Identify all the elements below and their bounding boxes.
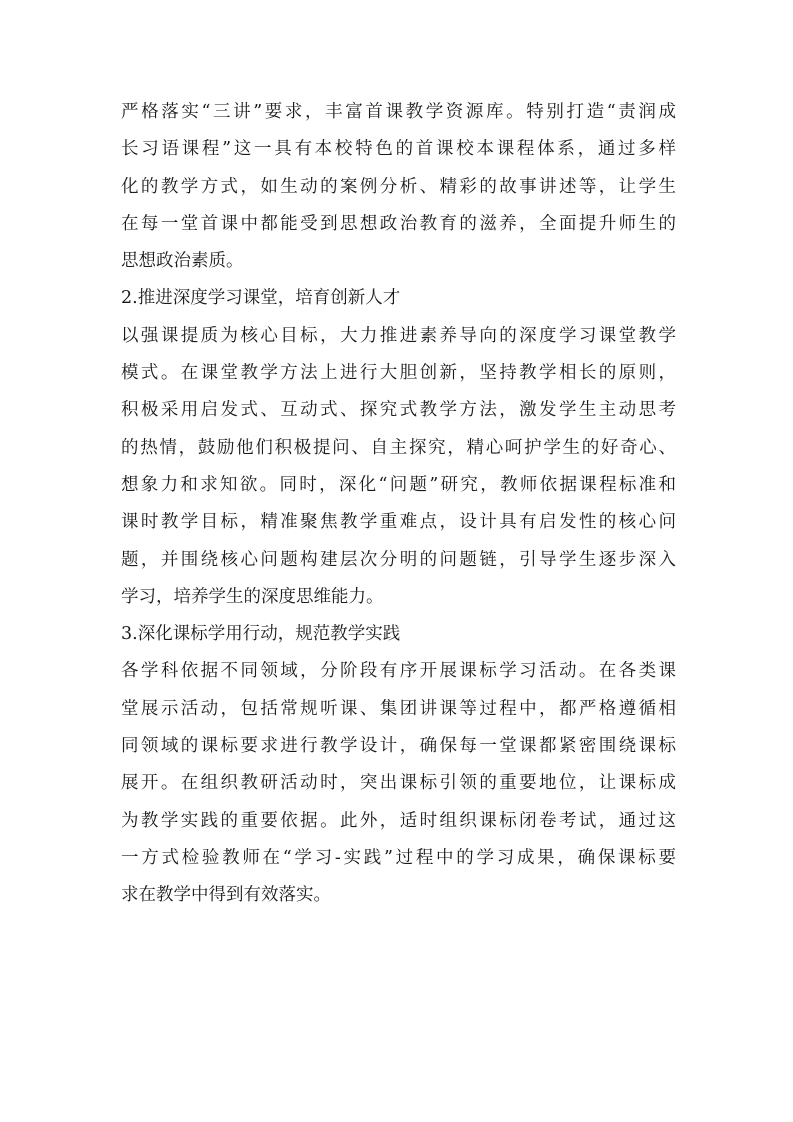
text-line: 长习语课程”这一具有本校特色的首课校本课程体系，通过多样: [121, 139, 676, 160]
text-line: 在每一堂首课中都能受到思想政治教育的滋养，全面提升师生的: [121, 213, 676, 234]
text-line: 堂展示活动，包括常规听课、集团讲课等过程中，都严格遵循相: [121, 698, 676, 719]
text-line: 积极采用启发式、互动式、探究式教学方法，激发学生主动思考: [121, 400, 676, 421]
text-line: 求在教学中得到有效落实。: [121, 885, 331, 906]
text-line: 各学科依据不同领域，分阶段有序开展课标学习活动。在各类课: [121, 661, 676, 682]
text-line: 同领域的课标要求进行教学设计，确保每一堂课都紧密围绕课标: [121, 736, 676, 757]
text-line: 模式。在课堂教学方法上进行大胆创新，坚持教学相长的原则，: [121, 363, 676, 384]
text-line: 为教学实践的重要依据。此外，适时组织课标闭卷考试，通过这: [121, 810, 676, 831]
text-line: 课时教学目标，精准聚焦教学重难点，设计具有启发性的核心问: [121, 512, 676, 533]
text-line: 以强课提质为核心目标，大力推进素养导向的深度学习课堂教学: [121, 325, 676, 346]
text-line: 题，并围绕核心问题构建层次分明的问题链，引导学生逐步深入: [121, 549, 676, 570]
body-text: [121, 94, 676, 915]
text-line: 的热情，鼓励他们积极提问、自主探究，精心呵护学生的好奇心、: [121, 437, 676, 458]
text-line: 化的教学方式，如生动的案例分析、精彩的故事讲述等，让学生: [121, 176, 676, 197]
text-line: 思想政治素质。: [121, 251, 244, 272]
text-line: 想象力和求知欲。同时，深化“问题”研究，教师依据课程标准和: [121, 474, 676, 495]
section-heading: 2.推进深度学习课堂，培育创新人才: [121, 288, 401, 309]
text-line: 学习，培养学生的深度思维能力。: [121, 586, 384, 607]
text-line: 一方式检验教师在“学习-实践”过程中的学习成果，确保课标要: [121, 847, 676, 868]
text-line: 严格落实“三讲”要求，丰富首课教学资源库。特别打造“责润成: [121, 102, 676, 122]
section-heading: 3.深化课标学用行动，规范教学实践: [121, 624, 401, 645]
text-line: 展开。在组织教研活动时，突出课标引领的重要地位，让课标成: [121, 773, 676, 794]
